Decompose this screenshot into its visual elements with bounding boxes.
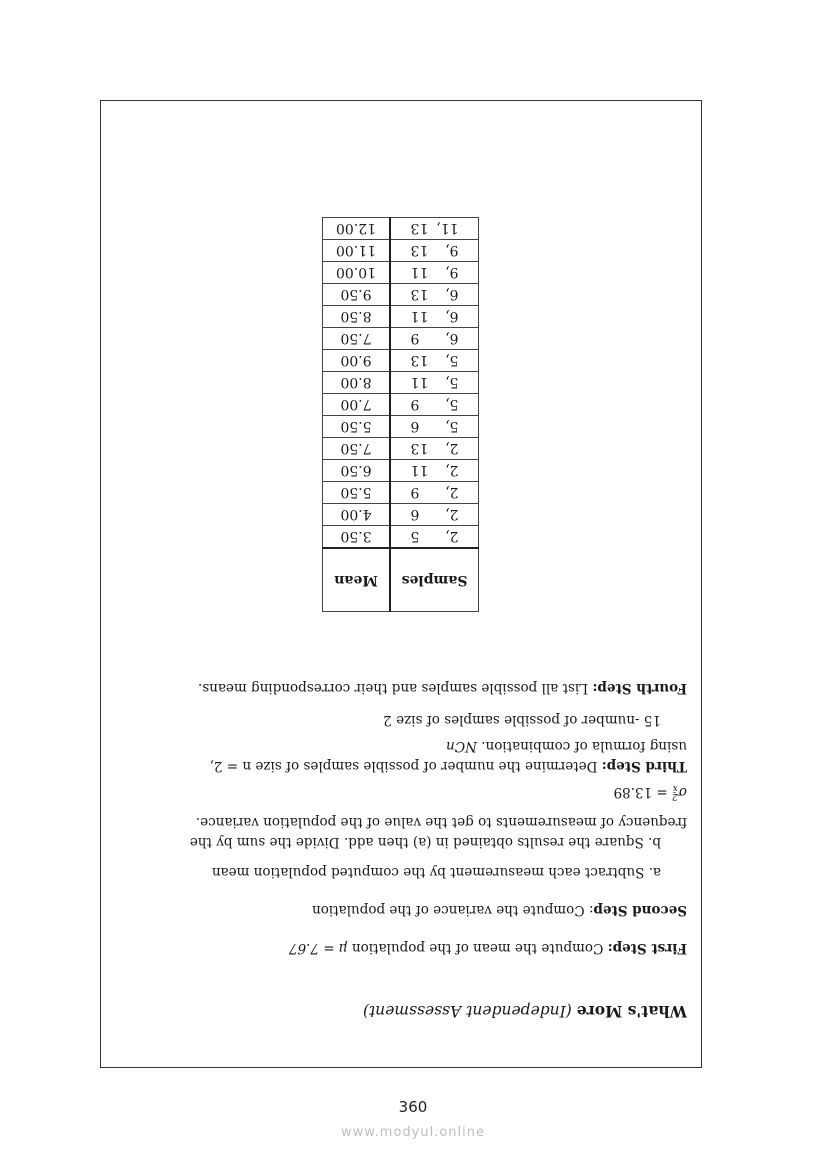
combination-formula: NCn [446, 738, 477, 754]
samples-table [322, 217, 479, 612]
third-step-label: Third Step: [601, 758, 687, 774]
second-step-text: : Compute the variance of the population [312, 902, 594, 918]
variance-sub: x̄ [672, 783, 678, 793]
variance-line [613, 783, 687, 801]
fourth-step [198, 679, 687, 697]
mean-cell: 8.50 [323, 306, 391, 328]
sample-cell [390, 350, 479, 372]
sample-cell [390, 240, 479, 262]
sample-first: 2, [445, 440, 459, 457]
sample-first: 5, [445, 396, 459, 413]
table-row [323, 306, 479, 328]
table-row [323, 240, 479, 262]
sample-cell [390, 284, 479, 306]
third-step [210, 757, 687, 775]
sample-cell [390, 526, 479, 549]
fourth-step-label: Fourth Step: [592, 680, 687, 696]
sample-second: 5 [410, 528, 420, 545]
header-samples: Samples [390, 548, 479, 612]
sample-first: 9, [445, 264, 459, 281]
mean-cell: 12.00 [323, 218, 391, 240]
sample-cell [390, 438, 479, 460]
sample-cell [390, 306, 479, 328]
sample-second: 6 [410, 506, 420, 523]
table-row [323, 394, 479, 416]
sample-first: 2, [445, 528, 459, 545]
sample-second: 13 [410, 352, 429, 369]
sample-cell [390, 328, 479, 350]
sample-first: 5, [445, 352, 459, 369]
mean-cell: 9.00 [323, 350, 391, 372]
mean-cell: 11.00 [323, 240, 391, 262]
sample-cell [390, 372, 479, 394]
sample-cell [390, 460, 479, 482]
sample-first: 5, [445, 418, 459, 435]
sample-cell [390, 218, 479, 240]
heading-subtitle: (Independent Assessment) [362, 1002, 572, 1020]
sample-second: 13 [410, 220, 429, 237]
table-row [323, 526, 479, 549]
table-row [323, 460, 479, 482]
watermark: www.modyul.online [340, 1125, 486, 1140]
sample-first: 5, [445, 374, 459, 391]
sample-first: 9, [445, 242, 459, 259]
table-row [323, 372, 479, 394]
first-step [289, 939, 687, 957]
fourth-step-text: List all possible samples and their corresponding means. [197, 680, 589, 696]
third-step-line2 [446, 737, 687, 755]
first-step-text: Compute the mean of the population [351, 940, 604, 956]
step-b-line1: b. Square the results obtained in (a) then add. Divide the sum by the [189, 834, 661, 850]
sample-first: 11, [436, 220, 459, 237]
table-header-row [323, 548, 479, 612]
sample-first: 2, [445, 484, 459, 501]
mean-cell: 3.50 [323, 526, 391, 549]
sample-first: 6, [445, 308, 459, 325]
variance-value: = 13.89 [613, 784, 668, 800]
variance-symbol: σ [677, 784, 687, 800]
table-row [323, 482, 479, 504]
sample-cell [390, 262, 479, 284]
table-row [323, 504, 479, 526]
first-step-result: μ = 7.67 [288, 940, 348, 956]
table-row [323, 350, 479, 372]
table-row [323, 416, 479, 438]
variance-sup: 2 [672, 791, 678, 801]
mean-cell: 5.50 [323, 416, 391, 438]
sample-second: 11 [410, 308, 429, 325]
sample-cell [390, 394, 479, 416]
step-a: a. Subtract each measurement by the computed population mean [211, 864, 661, 880]
sample-second: 13 [410, 440, 429, 457]
sample-second: 11 [410, 264, 429, 281]
header-mean: Mean [323, 548, 391, 612]
table-row [323, 262, 479, 284]
sample-second: 9 [410, 396, 420, 413]
mean-cell: 6.50 [323, 460, 391, 482]
mean-cell: 8.00 [323, 372, 391, 394]
sample-second: 6 [410, 418, 420, 435]
table-row [323, 284, 479, 306]
mean-cell: 7.50 [323, 328, 391, 350]
sample-first: 6, [445, 286, 459, 303]
sample-second: 13 [410, 242, 429, 259]
section-heading [363, 1002, 687, 1021]
sample-second: 11 [410, 462, 429, 479]
mean-cell: 5.50 [323, 482, 391, 504]
table-row [323, 328, 479, 350]
mean-cell: 4.00 [323, 504, 391, 526]
sample-cell [390, 416, 479, 438]
sample-second: 11 [410, 374, 429, 391]
sample-second: 9 [410, 330, 420, 347]
mean-cell: 9.50 [323, 284, 391, 306]
page-number: 360 [398, 1098, 428, 1116]
sample-second: 13 [410, 286, 429, 303]
table-row [323, 438, 479, 460]
third-step-text2: using formula of combination. [481, 738, 687, 754]
first-step-label: First Step: [607, 940, 687, 956]
sample-first: 2, [445, 462, 459, 479]
sample-first: 6, [445, 330, 459, 347]
third-step-text1: Determine the number of possible samples of size n = 2, [209, 758, 598, 774]
page-frame [100, 100, 702, 1068]
table-row [323, 218, 479, 240]
step-b-line2: frequency of measurements to get the value of the population variance. [195, 814, 687, 830]
second-step [312, 901, 687, 919]
combos-count: 15 -number of possible samples of size 2 [383, 712, 661, 728]
mean-cell: 7.50 [323, 438, 391, 460]
second-step-label: Second Step [593, 902, 687, 918]
sample-first: 2, [445, 506, 459, 523]
rotated-content [101, 101, 701, 1067]
heading-title: What's More [576, 1002, 687, 1021]
sample-cell [390, 504, 479, 526]
mean-cell: 7.00 [323, 394, 391, 416]
mean-cell: 10.00 [323, 262, 391, 284]
sample-cell [390, 482, 479, 504]
sample-second: 9 [410, 484, 420, 501]
